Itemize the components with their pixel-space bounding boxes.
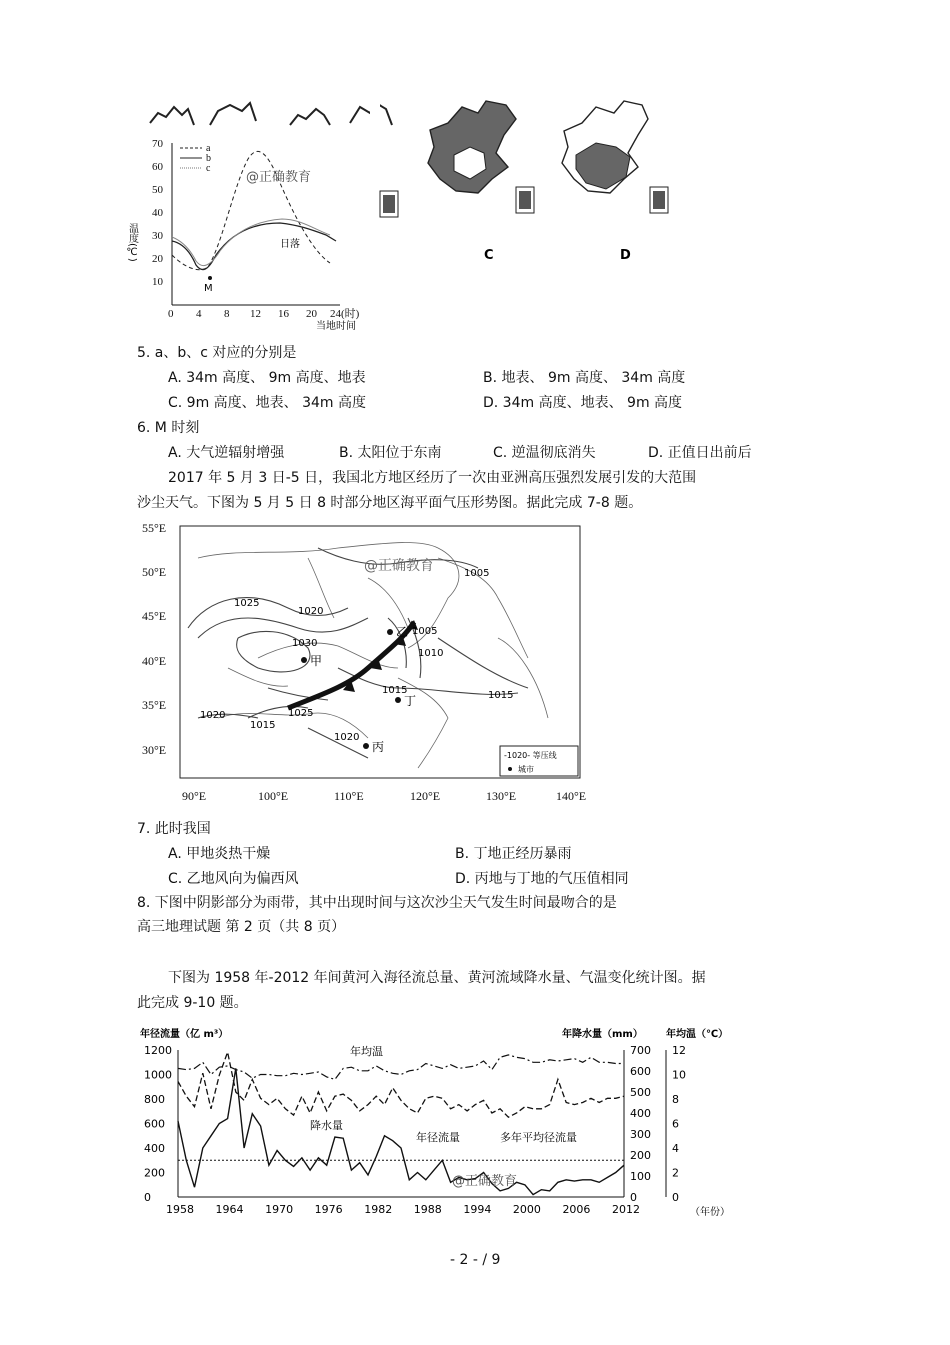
isobar-label: 1030 bbox=[292, 638, 318, 649]
right1-tick: 400 bbox=[630, 1107, 651, 1120]
ytick: 20 bbox=[152, 253, 163, 265]
right2-tick: 8 bbox=[672, 1093, 679, 1106]
ytick: 30 bbox=[152, 230, 163, 242]
xtick: 12 bbox=[250, 308, 261, 320]
left-tick: 400 bbox=[144, 1142, 165, 1155]
x-tick: 1970 bbox=[265, 1203, 294, 1216]
series-precipitation bbox=[178, 1052, 624, 1117]
runoff-chart-svg bbox=[138, 1025, 738, 1225]
right1-tick: 600 bbox=[630, 1065, 651, 1078]
isobar-label: 1010 bbox=[418, 648, 444, 659]
isobar-label: 1025 bbox=[288, 708, 314, 719]
map-c bbox=[428, 101, 534, 263]
ytick: 40 bbox=[152, 207, 163, 219]
lon-label: 90°E bbox=[182, 789, 207, 803]
label-m: M bbox=[204, 283, 213, 294]
intro-910-line2: 此完成 9-10 题。 bbox=[137, 995, 248, 1011]
pressure-map bbox=[138, 518, 588, 808]
q6-option-d: D. 正值日出前后 bbox=[648, 445, 752, 461]
xtick: 24(时) bbox=[330, 308, 360, 320]
lat-label: 45°E bbox=[142, 609, 167, 623]
label-sunset: 日落 bbox=[280, 239, 300, 250]
left-tick: 0 bbox=[144, 1191, 151, 1204]
place-yi: 乙 bbox=[396, 625, 409, 639]
lon-label: 140°E bbox=[556, 789, 587, 803]
q6-option-c: C. 逆温彻底消失 bbox=[493, 445, 596, 461]
watermark-map: @正确教育 bbox=[364, 558, 434, 574]
ytick: 70 bbox=[152, 138, 163, 150]
q7-option-a: A. 甲地炎热干燥 bbox=[168, 846, 271, 862]
left-tick: 1200 bbox=[144, 1044, 172, 1057]
ytick: 10 bbox=[152, 276, 163, 288]
lat-label: 40°E bbox=[142, 654, 167, 668]
curve-b bbox=[172, 223, 336, 270]
q8-stem: 8. 下图中阴影部分为雨带，其中出现时间与这次沙尘天气发生时间最吻合的是 bbox=[137, 895, 617, 911]
left-tick: 800 bbox=[144, 1093, 165, 1106]
right2-tick: 2 bbox=[672, 1166, 679, 1180]
q5-option-c: C. 9m 高度、地表、 34m 高度 bbox=[168, 395, 367, 411]
map-label-d: D bbox=[620, 248, 631, 263]
x-tick: 1976 bbox=[314, 1203, 343, 1216]
x-tick: 1988 bbox=[413, 1203, 442, 1216]
y-ticks bbox=[152, 138, 164, 288]
intro-910-line1: 下图为 1958 年-2012 年间黄河入海径流总量、黄河流域降水量、气温变化统计图。据 bbox=[168, 970, 706, 986]
legend-a: a bbox=[206, 143, 211, 154]
legend-isobar: -1020- 等压线 bbox=[504, 751, 557, 760]
map-b-fragment bbox=[380, 191, 398, 217]
intro-78-line2: 沙尘天气。下图为 5 月 5 日 8 时部分地区海平面气压形势图。据此完成 7-8 题。 bbox=[137, 495, 643, 511]
left-tick: 600 bbox=[144, 1117, 165, 1131]
map-d bbox=[562, 101, 668, 263]
right-axis2-label: 年均温（℃） bbox=[666, 1029, 729, 1040]
place-bing: 丙 bbox=[372, 740, 385, 754]
map-label-c: C bbox=[484, 248, 494, 263]
ytick: 60 bbox=[152, 161, 163, 173]
map-legend bbox=[500, 746, 578, 776]
page-footer-mid: 高三地理试题 第 2 页（共 8 页） bbox=[137, 919, 346, 935]
map-fragments bbox=[150, 103, 392, 125]
q5-option-d: D. 34m 高度、地表、 9m 高度 bbox=[483, 395, 683, 411]
xtick: 8 bbox=[224, 308, 230, 320]
curve-c bbox=[172, 219, 330, 266]
annotation-mean: 多年平均径流量 bbox=[500, 1131, 577, 1144]
q7-option-b: B. 丁地正经历暴雨 bbox=[455, 846, 572, 862]
right1-tick: 300 bbox=[630, 1128, 651, 1141]
right2-tick: 10 bbox=[672, 1068, 686, 1082]
annotation-temp: 年均温 bbox=[350, 1045, 383, 1058]
watermark-chart: @正确教育 bbox=[452, 1174, 518, 1189]
x-tick: 2006 bbox=[562, 1203, 591, 1216]
isobar-label: 1020 bbox=[298, 606, 324, 617]
right-axis1-label: 年降水量（mm） bbox=[562, 1029, 643, 1040]
q7-stem: 7. 此时我国 bbox=[137, 821, 211, 837]
isobar-label: 1015 bbox=[488, 690, 514, 701]
q5-stem: 5. a、b、c 对应的分别是 bbox=[137, 345, 297, 361]
annotation-runoff: 年径流量 bbox=[416, 1131, 460, 1144]
q6-option-a: A. 大气逆辐射增强 bbox=[168, 445, 285, 461]
top-figure bbox=[126, 95, 690, 335]
place-jia: 甲 bbox=[310, 654, 323, 668]
x-tick: 1994 bbox=[463, 1203, 492, 1216]
intro-78-line1: 2017 年 5 月 3 日-5 日，我国北方地区经历了一次由亚洲高压强烈发展引发的大范围 bbox=[168, 470, 697, 486]
right2-tick: 4 bbox=[672, 1142, 679, 1155]
x-ticks bbox=[168, 306, 360, 320]
xtick: 4 bbox=[196, 308, 202, 320]
left-tick: 200 bbox=[144, 1166, 165, 1180]
x-tick: 1964 bbox=[215, 1203, 244, 1216]
xtick: 0 bbox=[168, 308, 174, 320]
x-axis-label: （年份） bbox=[690, 1207, 730, 1218]
right1-tick: 700 bbox=[630, 1044, 651, 1057]
left-tick: 1000 bbox=[144, 1068, 172, 1082]
xtick: 20 bbox=[306, 308, 317, 320]
runoff-chart bbox=[138, 1025, 738, 1225]
lon-label: 130°E bbox=[486, 789, 517, 803]
isobar-label: 1020 bbox=[200, 710, 226, 721]
lat-label: 50°E bbox=[142, 565, 167, 579]
right2-tick: 6 bbox=[672, 1117, 679, 1131]
lat-label: 55°E bbox=[142, 521, 167, 535]
isobar-label: 1025 bbox=[234, 598, 260, 609]
q6-option-b: B. 太阳位于东南 bbox=[339, 445, 442, 461]
isobar-label: 1015 bbox=[382, 685, 408, 696]
legend-city: 城市 bbox=[518, 765, 534, 774]
isobar-label: 1005 bbox=[464, 568, 490, 579]
page-number: - 2 - / 9 bbox=[450, 1252, 501, 1268]
q7-option-c: C. 乙地风向为偏西风 bbox=[168, 871, 299, 887]
xtick: 16 bbox=[278, 308, 289, 320]
x-tick: 2012 bbox=[612, 1203, 640, 1216]
top-figure-svg bbox=[126, 95, 690, 335]
lat-label: 35°E bbox=[142, 698, 167, 712]
annotation-precip: 降水量 bbox=[310, 1119, 343, 1132]
legend-b: b bbox=[206, 153, 211, 164]
legend bbox=[180, 143, 211, 174]
series-temperature bbox=[178, 1055, 624, 1080]
left-axis-label: 年径流量（亿 m³） bbox=[140, 1029, 229, 1040]
lat-label: 30°E bbox=[142, 743, 167, 757]
right1-tick: 0 bbox=[630, 1191, 637, 1204]
right1-tick: 500 bbox=[630, 1086, 651, 1099]
y-axis-label: 温度(℃) bbox=[126, 223, 138, 262]
q5-option-a: A. 34m 高度、 9m 高度、地表 bbox=[168, 370, 366, 386]
right2-tick: 0 bbox=[672, 1191, 679, 1204]
q7-option-d: D. 丙地与丁地的气压值相同 bbox=[455, 871, 629, 887]
place-ding: 丁 bbox=[404, 694, 417, 708]
watermark-top: @正确教育 bbox=[246, 170, 312, 185]
legend-c: c bbox=[206, 163, 211, 174]
lon-label: 100°E bbox=[258, 789, 289, 803]
right2-tick: 12 bbox=[672, 1044, 686, 1057]
isobar-label: 1005 bbox=[412, 626, 438, 637]
q6-stem: 6. M 时刻 bbox=[137, 420, 200, 436]
right1-tick: 100 bbox=[630, 1170, 651, 1183]
ytick: 50 bbox=[152, 184, 163, 196]
x-tick: 2000 bbox=[512, 1203, 541, 1216]
q5-option-b: B. 地表、 9m 高度、 34m 高度 bbox=[483, 370, 686, 386]
lon-label: 110°E bbox=[334, 789, 364, 803]
isobar-label: 1020 bbox=[334, 732, 360, 743]
lon-label: 120°E bbox=[410, 789, 441, 803]
right1-tick: 200 bbox=[630, 1149, 651, 1162]
x-tick: 1958 bbox=[166, 1203, 194, 1216]
pressure-map-svg bbox=[138, 518, 588, 808]
isobar-label: 1015 bbox=[250, 720, 276, 731]
x-axis-label: 当地时间 bbox=[316, 321, 356, 332]
x-tick: 1982 bbox=[364, 1203, 393, 1216]
